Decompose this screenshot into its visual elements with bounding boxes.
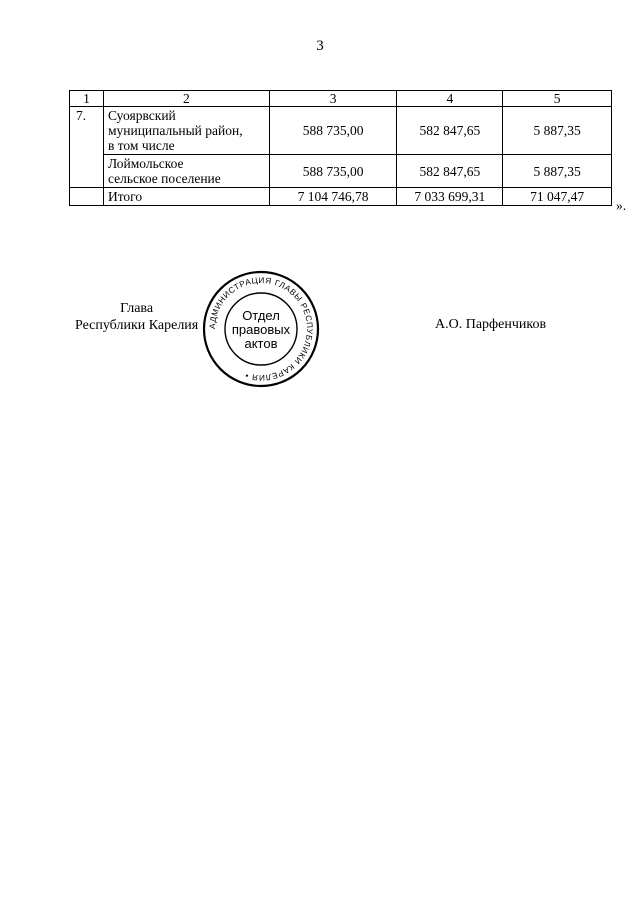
header-cell: 4 bbox=[397, 91, 503, 107]
stamp-center-line: Отдел bbox=[242, 308, 280, 323]
row-name-line: сельское поселение bbox=[107, 171, 221, 186]
value-cell: 588 735,00 bbox=[269, 107, 397, 155]
total-label: Итого bbox=[103, 188, 269, 206]
row-name-line: Лоймольское bbox=[107, 156, 184, 171]
value-cell: 582 847,65 bbox=[397, 107, 503, 155]
table-row bbox=[70, 107, 612, 155]
table-row bbox=[70, 155, 612, 188]
signatory-title-line: Республики Карелия bbox=[75, 318, 199, 333]
signatory-title-line: Глава bbox=[120, 301, 154, 316]
stamp-center-line: актов bbox=[244, 336, 278, 351]
table-total-row bbox=[70, 188, 612, 206]
signatory-name: А.О. Парфенчиков bbox=[435, 317, 547, 332]
total-value: 7 104 746,78 bbox=[269, 188, 397, 206]
row-name-line: в том числе bbox=[107, 138, 175, 153]
stamp-ring-text: АДМИНИСТРАЦИЯ ГЛАВЫ РЕСПУБЛИКИ КАРЕЛИЯ • bbox=[207, 275, 315, 383]
signatory-title bbox=[75, 300, 198, 334]
page-number: 3 bbox=[316, 38, 324, 54]
closing-quote: ». bbox=[616, 198, 627, 213]
value-cell: 5 887,35 bbox=[503, 107, 612, 155]
value-cell: 588 735,00 bbox=[269, 155, 397, 188]
stamp-center-line: правовых bbox=[231, 322, 291, 337]
total-empty-cell bbox=[70, 188, 104, 206]
header-cell: 1 bbox=[70, 91, 104, 107]
official-stamp bbox=[202, 270, 320, 388]
row-number: 7. bbox=[70, 107, 104, 188]
header-cell: 3 bbox=[269, 91, 397, 107]
value-cell: 5 887,35 bbox=[503, 155, 612, 188]
header-cell: 5 bbox=[503, 91, 612, 107]
budget-table bbox=[69, 90, 612, 206]
total-value: 71 047,47 bbox=[503, 188, 612, 206]
row-name-line: муниципальный район, bbox=[107, 123, 243, 138]
total-value: 7 033 699,31 bbox=[397, 188, 503, 206]
row-name bbox=[103, 107, 269, 155]
row-name bbox=[103, 155, 269, 188]
value-cell: 582 847,65 bbox=[397, 155, 503, 188]
row-name-line: Суоярвский bbox=[107, 108, 176, 123]
table-header-row bbox=[70, 91, 612, 107]
header-cell: 2 bbox=[103, 91, 269, 107]
